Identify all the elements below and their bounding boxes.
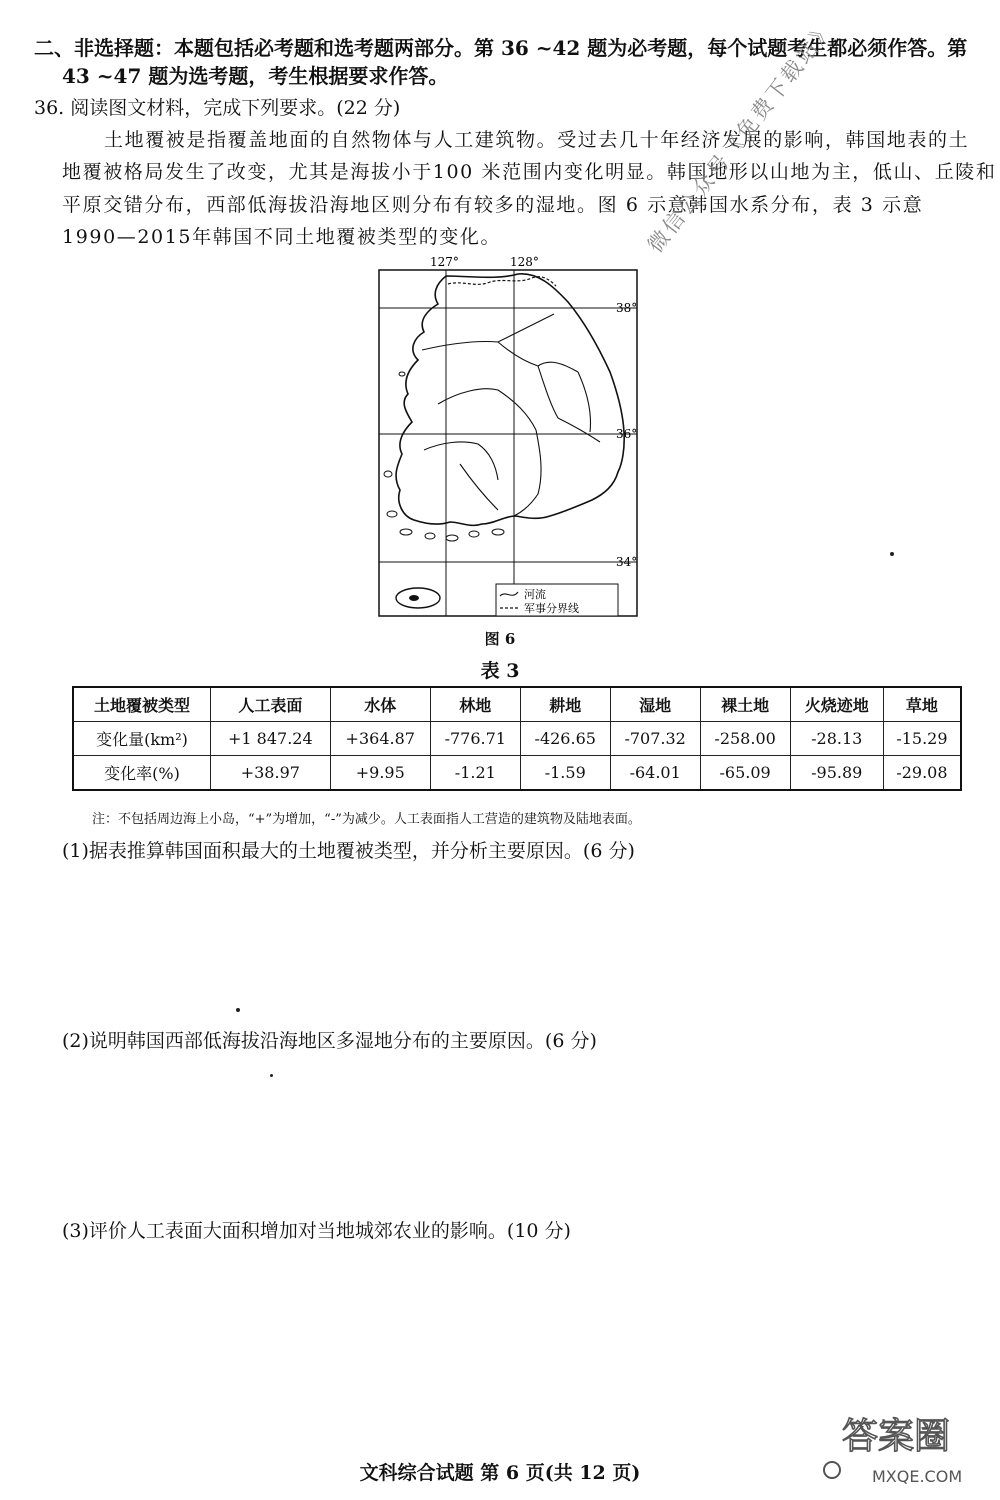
table-header-cell: 湿地 bbox=[610, 687, 700, 722]
page-footer: 文科综合试题 第 6 页(共 12 页) bbox=[359, 1462, 641, 1484]
table-header-cell: 水体 bbox=[330, 687, 430, 722]
table-header-cell: 裸土地 bbox=[700, 687, 790, 722]
table-cell: -1.21 bbox=[430, 756, 520, 791]
logo-top-text: 答案圈 bbox=[842, 1416, 951, 1457]
subquestion-2: (2)说明韩国西部低海拔沿海地区多湿地分布的主要原因。(6 分) bbox=[62, 1030, 597, 1052]
table-cell: -1.59 bbox=[520, 756, 610, 791]
table-cell: -776.71 bbox=[430, 722, 520, 756]
print-speck bbox=[890, 552, 894, 556]
passage-line-3: 平原交错分布，西部低海拔沿海地区则分布有较多的湿地。图 6 示意韩国水系分布，表 3 示意 bbox=[62, 194, 924, 216]
passage-line-1: 土地覆被是指覆盖地面的自然物体与人工建筑物。受过去几十年经济发展的影响，韩国地表的土 bbox=[104, 129, 970, 151]
table-caption: 表 3 bbox=[480, 660, 520, 682]
table-cell: -65.09 bbox=[700, 756, 790, 791]
table-header-cell: 耕地 bbox=[520, 687, 610, 722]
table-cell: -426.65 bbox=[520, 722, 610, 756]
table-cell: +9.95 bbox=[330, 756, 430, 791]
lon-label-127: 127° bbox=[430, 255, 459, 269]
legend-river-label: 河流 bbox=[524, 588, 546, 601]
lon-label-128: 128° bbox=[510, 255, 539, 269]
table-row-label: 变化率(%) bbox=[73, 756, 211, 791]
table-header-row bbox=[73, 687, 961, 722]
passage-line-2: 地覆被格局发生了改变，尤其是海拔小于100 米范围内变化明显。韩国地形以山地为主，低山、丘陵和 bbox=[62, 161, 997, 183]
lat-label-34: 34° bbox=[616, 555, 638, 569]
figure-caption: 图 6 bbox=[484, 630, 516, 648]
table-header-cell: 火烧迹地 bbox=[790, 687, 883, 722]
table-cell: -15.29 bbox=[883, 722, 961, 756]
table-cell: -29.08 bbox=[883, 756, 961, 791]
table-header-cell: 草地 bbox=[883, 687, 961, 722]
table-row bbox=[73, 756, 961, 791]
table-cell: -28.13 bbox=[790, 722, 883, 756]
table-cell: -258.00 bbox=[700, 722, 790, 756]
subquestion-1: (1)据表推算韩国面积最大的土地覆被类型，并分析主要原因。(6 分) bbox=[62, 840, 635, 862]
table-cell: -95.89 bbox=[790, 756, 883, 791]
table-cell: +1 847.24 bbox=[211, 722, 331, 756]
passage-line-4: 1990—2015年韩国不同土地覆被类型的变化。 bbox=[62, 226, 502, 248]
section-heading-line2: 43 ~47 题为选考题，考生根据要求作答。 bbox=[62, 64, 449, 88]
table-row-label: 变化量(km²) bbox=[73, 722, 211, 756]
print-speck bbox=[270, 1074, 273, 1077]
question-title: 36. 阅读图文材料，完成下列要求。(22 分) bbox=[34, 97, 401, 119]
logo-bottom-text: MXQE.COM bbox=[872, 1467, 963, 1486]
subquestion-3: (3)评价人工表面大面积增加对当地城郊农业的影响。(10 分) bbox=[62, 1220, 571, 1242]
table-row bbox=[73, 722, 961, 756]
table-header-cell: 土地覆被类型 bbox=[73, 687, 211, 722]
lat-label-36: 36° bbox=[616, 427, 638, 441]
table-header-cell: 人工表面 bbox=[211, 687, 331, 722]
watermark-text: 微信公众号《免费下载站》 bbox=[643, 15, 840, 258]
table-header-cell: 林地 bbox=[430, 687, 520, 722]
table-cell: +38.97 bbox=[211, 756, 331, 791]
rivers bbox=[422, 314, 600, 516]
table-cell: -707.32 bbox=[610, 722, 700, 756]
lat-label-38: 38° bbox=[616, 301, 638, 315]
table-cell: -64.01 bbox=[610, 756, 700, 791]
section-heading-line1: 二、非选择题：本题包括必考题和选考题两部分。第 36 ~42 题为必考题，每个试题考生都必须作答。第 bbox=[34, 36, 968, 60]
korea-river-map bbox=[378, 254, 638, 618]
table-note: 注：不包括周边海上小岛，“+”为增加，“-”为减少。人工表面指人工营造的建筑物及陆地表面。 bbox=[92, 812, 641, 827]
table-cell: +364.87 bbox=[330, 722, 430, 756]
land-cover-table bbox=[72, 686, 962, 791]
legend-boundary-label: 军事分界线 bbox=[524, 602, 579, 615]
print-speck bbox=[236, 1008, 240, 1012]
islands bbox=[384, 372, 504, 541]
